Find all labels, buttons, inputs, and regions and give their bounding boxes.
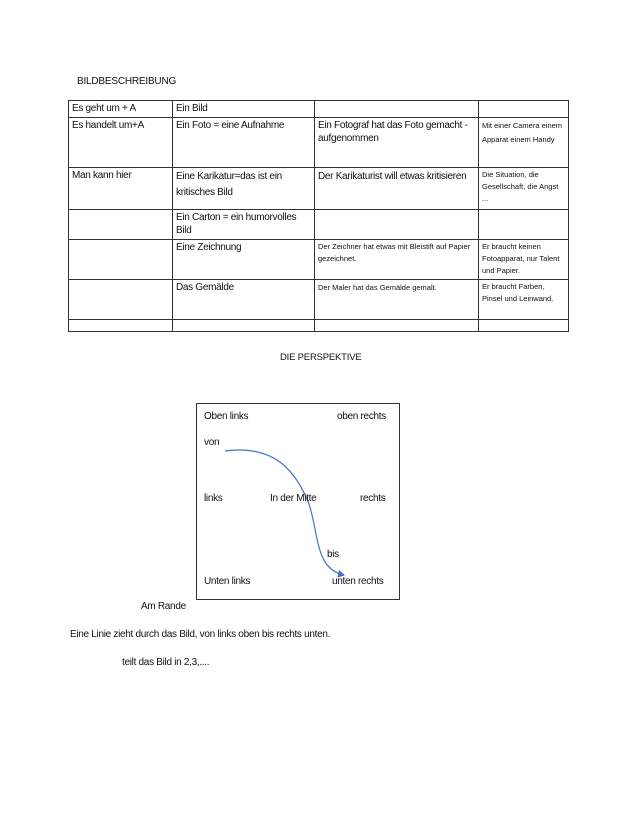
table-cell: Ein Carton = ein humorvolles Bild (173, 210, 315, 240)
table-cell (69, 210, 173, 240)
page-title: BILDBESCHREIBUNG (77, 76, 177, 87)
table-cell: Der Maler hat das Gemälde gemalt. (315, 280, 479, 320)
perspective-diagram (196, 403, 400, 600)
table-cell: Ein Bild (173, 101, 315, 118)
table-cell (315, 210, 479, 240)
table-cell (69, 320, 173, 332)
table-cell: Das Gemälde (173, 280, 315, 320)
table-row (69, 101, 569, 118)
table-cell (315, 101, 479, 118)
label-right: rechts (360, 493, 386, 504)
table-row (69, 118, 569, 168)
table-row (69, 240, 569, 280)
table-cell (479, 320, 569, 332)
table-row (69, 168, 569, 210)
table-cell (315, 320, 479, 332)
sentence-line: Eine Linie zieht durch das Bild, von links oben bis rechts unten. (70, 629, 331, 640)
sentence-divide: teilt das Bild in 2,3,.... (122, 657, 210, 668)
label-bottom-right: unten rechts (332, 576, 384, 587)
table-cell (69, 280, 173, 320)
table-cell: Eine Zeichnung (173, 240, 315, 280)
label-von: von (204, 437, 220, 448)
perspective-title: DIE PERSPEKTIVE (280, 352, 362, 363)
label-bottom-left: Unten links (204, 576, 251, 587)
am-rande-label: Am Rande (141, 601, 186, 612)
table-row (69, 210, 569, 240)
table-cell: Mit einer Camera einem Apparat einem Handy (479, 118, 569, 168)
vocabulary-table (68, 100, 569, 332)
table-cell: Die Situation, die Gesellschaft, die Angst ... (479, 168, 569, 210)
table-cell: Er braucht Farben, Pinsel und Leinwand. (479, 280, 569, 320)
table-cell: Der Zeichner hat etwas mit Bleistift auf Papier gezeichnet. (315, 240, 479, 280)
label-top-right: oben rechts (337, 411, 386, 422)
table-cell (479, 101, 569, 118)
table-row (69, 320, 569, 332)
table-row (69, 280, 569, 320)
table-cell (173, 320, 315, 332)
label-bis: bis (327, 549, 339, 560)
table-cell: Eine Karikatur=das ist ein kritisches Bild (173, 168, 315, 210)
table-cell: Der Karikaturist will etwas kritisieren (315, 168, 479, 210)
table-cell: Es geht um + A (69, 101, 173, 118)
table-cell (69, 240, 173, 280)
label-top-left: Oben links (204, 411, 249, 422)
table-cell: Ein Fotograf hat das Foto gemacht - aufgenommen (315, 118, 479, 168)
table-cell: Es handelt um+A (69, 118, 173, 168)
table-cell (479, 210, 569, 240)
label-left: links (204, 493, 223, 504)
table-cell: Er braucht keinen Fotoapparat, nur Talent und Papier. (479, 240, 569, 280)
label-middle: In der Mitte (270, 493, 317, 504)
table-cell: Man kann hier (69, 168, 173, 210)
table-cell: Ein Foto = eine Aufnahme (173, 118, 315, 168)
